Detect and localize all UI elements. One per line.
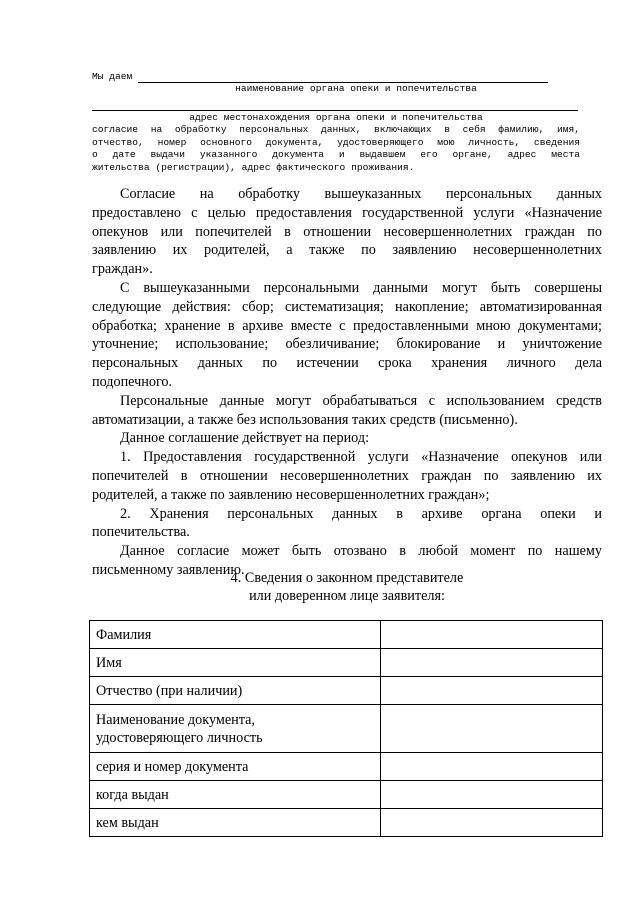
body-text-line: предоставлено с целью предоставления государственной услуги «Назначение <box>92 204 602 221</box>
body-text-line: родителей, а также по заявлению несовершеннолетних граждан»; <box>92 486 490 503</box>
table-row <box>90 649 603 677</box>
consent-line: жительства (регистрации), адрес фактического проживания. <box>92 161 415 173</box>
body-text-line: Персональные данные могут обрабатываться с использованием средств <box>120 392 602 409</box>
body-text-line: уточнение; использование; обезличивание; блокирование и уничтожение <box>92 336 602 353</box>
body-text-line: С вышеуказанными персональными данными могут быть совершены <box>120 279 602 296</box>
field-label: Имя <box>90 649 381 677</box>
body-text-line: опекунов или попечителей в отношении несовершеннолетних граждан по <box>92 223 602 240</box>
field-value-cell[interactable] <box>381 705 603 753</box>
consent-line: согласие на обработку персональных данных, включающих в себя фамилию, имя, <box>92 124 580 135</box>
field-label: Наименование документа, удостоверяющего личность <box>90 705 381 753</box>
org-name-caption: наименование органа опеки и попечительства <box>235 83 477 94</box>
table-row <box>90 809 603 837</box>
body-text-line: 1. Предоставления государственной услуги «Назначение опекунов или <box>120 449 602 466</box>
field-value-cell[interactable] <box>381 809 603 837</box>
org-name-row <box>92 70 580 83</box>
consent-line: отчество, номер основного документа, удостоверяющего мою личность, сведения <box>92 136 580 148</box>
field-value-cell[interactable] <box>381 781 603 809</box>
body-text-line: письменному заявлению. <box>92 561 245 578</box>
consent-line: о дате выдачи указанного документа и выдавшем его органе, адрес места <box>92 149 580 161</box>
body-text-line: 2. Хранения персональных данных в архиве органа опеки и <box>120 505 602 522</box>
consent-paragraph <box>92 124 580 174</box>
field-value-cell[interactable] <box>381 649 603 677</box>
body-text-line: заявлению их родителей, а также по заявлению несовершеннолетних <box>92 242 602 259</box>
address-blank-line[interactable] <box>92 96 578 111</box>
table-row <box>90 705 603 753</box>
address-caption: адрес местонахождения органа опеки и попечительства <box>189 112 483 123</box>
section-4-title-line-1: 4. Сведения о законном представителе <box>230 570 464 586</box>
body-text-line: Данное соглашение действует на период: <box>120 430 370 447</box>
we-give-label: Мы даем <box>92 70 133 82</box>
field-label: кем выдан <box>90 809 381 837</box>
field-value-cell[interactable] <box>381 677 603 705</box>
body-text-line: подопечного. <box>92 373 173 390</box>
section-4-title <box>92 569 602 605</box>
field-label: когда выдан <box>90 781 381 809</box>
body-text-line: попечительства. <box>92 524 190 541</box>
field-label: Фамилия <box>90 621 381 649</box>
table-row <box>90 621 603 649</box>
body-text-line: персональных данных по истечении срока хранения личного дела <box>92 355 602 372</box>
body-text-line: следующие действия: сбор; систематизация; накопление; автоматизированная <box>92 298 602 315</box>
representative-info-table <box>89 620 603 837</box>
field-label: серия и номер документа <box>90 753 381 781</box>
body-text-line: граждан». <box>92 261 153 278</box>
field-label: Отчество (при наличии) <box>90 677 381 705</box>
table-row <box>90 677 603 705</box>
section-4-title-line-2: или доверенном лице заявителя: <box>249 588 445 604</box>
header-block <box>92 70 580 174</box>
table-row <box>90 781 603 809</box>
body-text-line: Данное согласие может быть отозвано в любой момент по нашему <box>120 543 602 560</box>
consent-body-text <box>92 185 602 580</box>
body-text-line: автоматизации, а также без использования таких средств (письменно). <box>92 411 518 428</box>
field-value-cell[interactable] <box>381 753 603 781</box>
table-row <box>90 753 603 781</box>
body-text-line: обработка; хранение в архиве вместе с предоставленными мною документами; <box>92 317 602 334</box>
body-text-line: Согласие на обработку вышеуказанных персональных данных <box>120 186 602 202</box>
field-value-cell[interactable] <box>381 621 603 649</box>
body-text-line: попечителей в отношении несовершеннолетних граждан по заявлению их <box>92 467 602 484</box>
org-name-blank-line[interactable] <box>138 72 548 83</box>
